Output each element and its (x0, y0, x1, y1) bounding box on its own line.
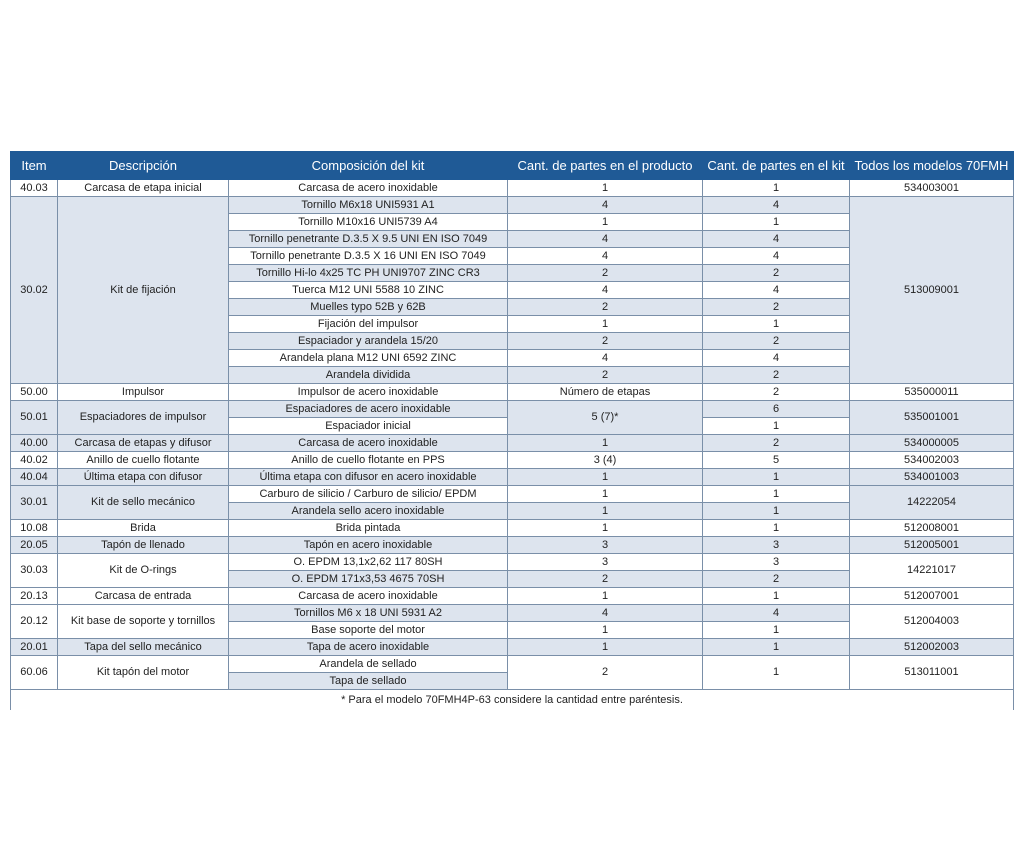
composition-cell: Muelles typo 52B y 62B (229, 299, 508, 316)
model-cell: 513011001 (850, 656, 1014, 690)
description-cell: Tapón de llenado (58, 537, 229, 554)
composition-cell: Arandela sello acero inoxidable (229, 503, 508, 520)
table-row (11, 401, 1014, 418)
qty-product-cell: 1 (508, 180, 703, 197)
qty-kit-cell: 4 (703, 605, 850, 622)
qty-kit-cell: 6 (703, 401, 850, 418)
qty-product-cell: 2 (508, 656, 703, 690)
description-cell: Kit base de soporte y tornillos (58, 605, 229, 639)
qty-kit-cell: 4 (703, 197, 850, 214)
composition-cell: Arandela de sellado (229, 656, 508, 673)
qty-product-cell: 2 (508, 333, 703, 350)
qty-kit-cell: 5 (703, 452, 850, 469)
model-cell: 512008001 (850, 520, 1014, 537)
qty-product-cell: 1 (508, 588, 703, 605)
composition-cell: Tornillo penetrante D.3.5 X 9.5 UNI EN ISO 7049 (229, 231, 508, 248)
qty-product-cell: 1 (508, 214, 703, 231)
qty-product-cell: 2 (508, 299, 703, 316)
table-row (11, 486, 1014, 503)
qty-product-cell: 2 (508, 367, 703, 384)
table-row (11, 180, 1014, 197)
composition-cell: Espaciadores de acero inoxidable (229, 401, 508, 418)
item-cell: 40.02 (11, 452, 58, 469)
header-models: Todos los modelos 70FMH (850, 152, 1014, 180)
composition-cell: Fijación del impulsor (229, 316, 508, 333)
qty-kit-cell: 1 (703, 503, 850, 520)
parts-table (10, 151, 1014, 710)
table-row (11, 469, 1014, 486)
table-row (11, 605, 1014, 622)
composition-cell: Carcasa de acero inoxidable (229, 180, 508, 197)
composition-cell: Tapa de acero inoxidable (229, 639, 508, 656)
qty-kit-cell: 1 (703, 316, 850, 333)
qty-product-cell: 1 (508, 622, 703, 639)
composition-cell: Carburo de silicio / Carburo de silicio/ EPDM (229, 486, 508, 503)
item-cell: 40.04 (11, 469, 58, 486)
table-row (11, 639, 1014, 656)
composition-cell: Tornillos M6 x 18 UNI 5931 A2 (229, 605, 508, 622)
item-cell: 50.01 (11, 401, 58, 435)
description-cell: Kit tapón del motor (58, 656, 229, 690)
composition-cell: Última etapa con difusor en acero inoxidable (229, 469, 508, 486)
header-item: Item (11, 152, 58, 180)
table-row (11, 197, 1014, 214)
qty-kit-cell: 4 (703, 350, 850, 367)
table-row (11, 656, 1014, 673)
qty-product-cell: 4 (508, 350, 703, 367)
description-cell: Tapa del sello mecánico (58, 639, 229, 656)
table-row (11, 520, 1014, 537)
qty-kit-cell: 1 (703, 469, 850, 486)
composition-cell: Tapa de sellado (229, 673, 508, 690)
composition-cell: Carcasa de acero inoxidable (229, 588, 508, 605)
item-cell: 30.01 (11, 486, 58, 520)
footnote-row (11, 690, 1014, 711)
description-cell: Kit de fijación (58, 197, 229, 384)
item-cell: 30.02 (11, 197, 58, 384)
composition-cell: Carcasa de acero inoxidable (229, 435, 508, 452)
model-cell: 534001003 (850, 469, 1014, 486)
model-cell: 534000005 (850, 435, 1014, 452)
qty-product-cell: 1 (508, 486, 703, 503)
description-cell: Anillo de cuello flotante (58, 452, 229, 469)
composition-cell: Arandela plana M12 UNI 6592 ZINC (229, 350, 508, 367)
qty-kit-cell: 1 (703, 214, 850, 231)
qty-kit-cell: 2 (703, 265, 850, 282)
item-cell: 20.05 (11, 537, 58, 554)
qty-product-cell: 4 (508, 197, 703, 214)
composition-cell: Tuerca M12 UNI 5588 10 ZINC (229, 282, 508, 299)
qty-kit-cell: 2 (703, 384, 850, 401)
header-row (11, 152, 1014, 180)
description-cell: Carcasa de entrada (58, 588, 229, 605)
qty-kit-cell: 4 (703, 282, 850, 299)
qty-product-cell: 3 (4) (508, 452, 703, 469)
qty-product-cell: 1 (508, 520, 703, 537)
composition-cell: Espaciador y arandela 15/20 (229, 333, 508, 350)
composition-cell: O. EPDM 171x3,53 4675 70SH (229, 571, 508, 588)
description-cell: Brida (58, 520, 229, 537)
model-cell: 14221017 (850, 554, 1014, 588)
qty-product-cell: 4 (508, 605, 703, 622)
item-cell: 10.08 (11, 520, 58, 537)
qty-product-cell: 5 (7)* (508, 401, 703, 435)
qty-product-cell: 1 (508, 503, 703, 520)
model-cell: 14222054 (850, 486, 1014, 520)
qty-product-cell: 1 (508, 316, 703, 333)
header-kit-composition: Composición del kit (229, 152, 508, 180)
table-row (11, 537, 1014, 554)
composition-cell: Brida pintada (229, 520, 508, 537)
qty-kit-cell: 4 (703, 248, 850, 265)
description-cell: Kit de O-rings (58, 554, 229, 588)
qty-kit-cell: 3 (703, 537, 850, 554)
composition-cell: Impulsor de acero inoxidable (229, 384, 508, 401)
description-cell: Carcasa de etapas y difusor (58, 435, 229, 452)
item-cell: 30.03 (11, 554, 58, 588)
table-row (11, 554, 1014, 571)
table-row (11, 384, 1014, 401)
composition-cell: Tornillo M6x18 UNI5931 A1 (229, 197, 508, 214)
qty-product-cell: 4 (508, 282, 703, 299)
qty-kit-cell: 3 (703, 554, 850, 571)
qty-kit-cell: 1 (703, 180, 850, 197)
composition-cell: Base soporte del motor (229, 622, 508, 639)
model-cell: 512007001 (850, 588, 1014, 605)
header-qty-product: Cant. de partes en el producto (508, 152, 703, 180)
qty-kit-cell: 4 (703, 231, 850, 248)
qty-product-cell: 2 (508, 265, 703, 282)
item-cell: 40.00 (11, 435, 58, 452)
model-cell: 512002003 (850, 639, 1014, 656)
composition-cell: Arandela dividida (229, 367, 508, 384)
qty-kit-cell: 1 (703, 588, 850, 605)
table-row (11, 435, 1014, 452)
composition-cell: Anillo de cuello flotante en PPS (229, 452, 508, 469)
footnote: * Para el modelo 70FMH4P-63 considere la cantidad entre paréntesis. (11, 690, 1014, 711)
header-qty-kit: Cant. de partes en el kit (703, 152, 850, 180)
qty-kit-cell: 1 (703, 418, 850, 435)
description-cell: Espaciadores de impulsor (58, 401, 229, 435)
qty-kit-cell: 1 (703, 656, 850, 690)
model-cell: 513009001 (850, 197, 1014, 384)
composition-cell: Tornillo penetrante D.3.5 X 16 UNI EN ISO 7049 (229, 248, 508, 265)
item-cell: 20.13 (11, 588, 58, 605)
composition-cell: Tornillo Hi-lo 4x25 TC PH UNI9707 ZINC CR3 (229, 265, 508, 282)
table-row (11, 588, 1014, 605)
composition-cell: Espaciador inicial (229, 418, 508, 435)
qty-product-cell: 3 (508, 554, 703, 571)
qty-product-cell: Número de etapas (508, 384, 703, 401)
model-cell: 534002003 (850, 452, 1014, 469)
table-row (11, 452, 1014, 469)
model-cell: 534003001 (850, 180, 1014, 197)
item-cell: 60.06 (11, 656, 58, 690)
qty-product-cell: 2 (508, 571, 703, 588)
qty-kit-cell: 1 (703, 622, 850, 639)
item-cell: 20.12 (11, 605, 58, 639)
qty-product-cell: 1 (508, 435, 703, 452)
model-cell: 535000011 (850, 384, 1014, 401)
qty-kit-cell: 2 (703, 367, 850, 384)
qty-product-cell: 1 (508, 469, 703, 486)
composition-cell: O. EPDM 13,1x2,62 117 80SH (229, 554, 508, 571)
description-cell: Kit de sello mecánico (58, 486, 229, 520)
header-description: Descripción (58, 152, 229, 180)
qty-kit-cell: 2 (703, 299, 850, 316)
item-cell: 20.01 (11, 639, 58, 656)
composition-cell: Tapón en acero inoxidable (229, 537, 508, 554)
qty-product-cell: 4 (508, 231, 703, 248)
qty-kit-cell: 1 (703, 520, 850, 537)
description-cell: Última etapa con difusor (58, 469, 229, 486)
qty-product-cell: 1 (508, 639, 703, 656)
item-cell: 40.03 (11, 180, 58, 197)
description-cell: Impulsor (58, 384, 229, 401)
table-body (11, 180, 1014, 711)
model-cell: 512005001 (850, 537, 1014, 554)
composition-cell: Tornillo M10x16 UNI5739 A4 (229, 214, 508, 231)
qty-kit-cell: 2 (703, 435, 850, 452)
qty-kit-cell: 2 (703, 333, 850, 350)
item-cell: 50.00 (11, 384, 58, 401)
model-cell: 512004003 (850, 605, 1014, 639)
qty-product-cell: 4 (508, 248, 703, 265)
description-cell: Carcasa de etapa inicial (58, 180, 229, 197)
qty-kit-cell: 1 (703, 639, 850, 656)
qty-kit-cell: 2 (703, 571, 850, 588)
parts-table-container (10, 151, 1013, 710)
qty-product-cell: 3 (508, 537, 703, 554)
qty-kit-cell: 1 (703, 486, 850, 503)
model-cell: 535001001 (850, 401, 1014, 435)
